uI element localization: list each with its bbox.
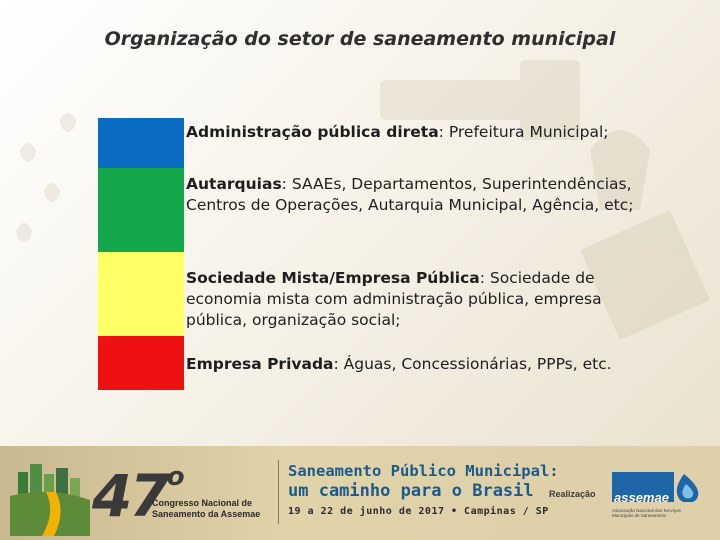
- event-dates: 19 a 22 de junho de 2017 • Campinas / SP: [288, 506, 549, 517]
- footer-divider: [278, 460, 279, 524]
- event-subheadline: um caminho para o Brasil: [288, 481, 534, 501]
- color-swatch: [98, 336, 184, 390]
- city-illustration-icon: [10, 452, 90, 536]
- edition-superscript: o: [166, 462, 182, 492]
- color-swatch: [98, 252, 184, 336]
- row-text: [186, 174, 638, 216]
- category-row: [98, 168, 638, 252]
- color-swatch: [98, 118, 184, 168]
- page-title: Organização do setor de saneamento municipal: [104, 28, 616, 50]
- row-description: : Sociedade de economia mista com administração pública, empresa pública, organização social;: [186, 269, 602, 329]
- edition-number-value: 47: [92, 462, 167, 530]
- row-label: Empresa Privada: [186, 355, 334, 373]
- footer-banner: [0, 446, 720, 540]
- event-headline: Saneamento Público Municipal:: [288, 462, 559, 480]
- row-label: Autarquias: [186, 175, 282, 193]
- category-row: [98, 252, 638, 336]
- row-label: Sociedade Mista/Empresa Pública: [186, 269, 480, 287]
- row-description: : Águas, Concessionárias, PPPs, etc.: [333, 355, 612, 373]
- row-text: [186, 268, 638, 331]
- row-text: [186, 122, 638, 143]
- row-text: [186, 354, 638, 375]
- row-label: Administração pública direta: [186, 123, 439, 141]
- row-description: : SAAEs, Departamentos, Superintendências, Centros de Operações, Autarquia Municipal, Agência, etc;: [186, 175, 634, 214]
- assemae-wordmark: assemae: [614, 490, 669, 505]
- congress-line: Congresso Nacional de: [152, 498, 253, 508]
- category-row: [98, 336, 638, 390]
- congress-line: Saneamento da Assemae: [152, 509, 261, 519]
- color-swatch: [98, 168, 184, 252]
- realizacao-label: Realização: [549, 489, 596, 499]
- congress-name: [152, 498, 260, 520]
- category-row: [98, 118, 638, 168]
- assemae-tagline: Associação Nacional dos Serviços Municipais de Saneamento: [612, 508, 681, 518]
- row-description: : Prefeitura Municipal;: [438, 123, 609, 141]
